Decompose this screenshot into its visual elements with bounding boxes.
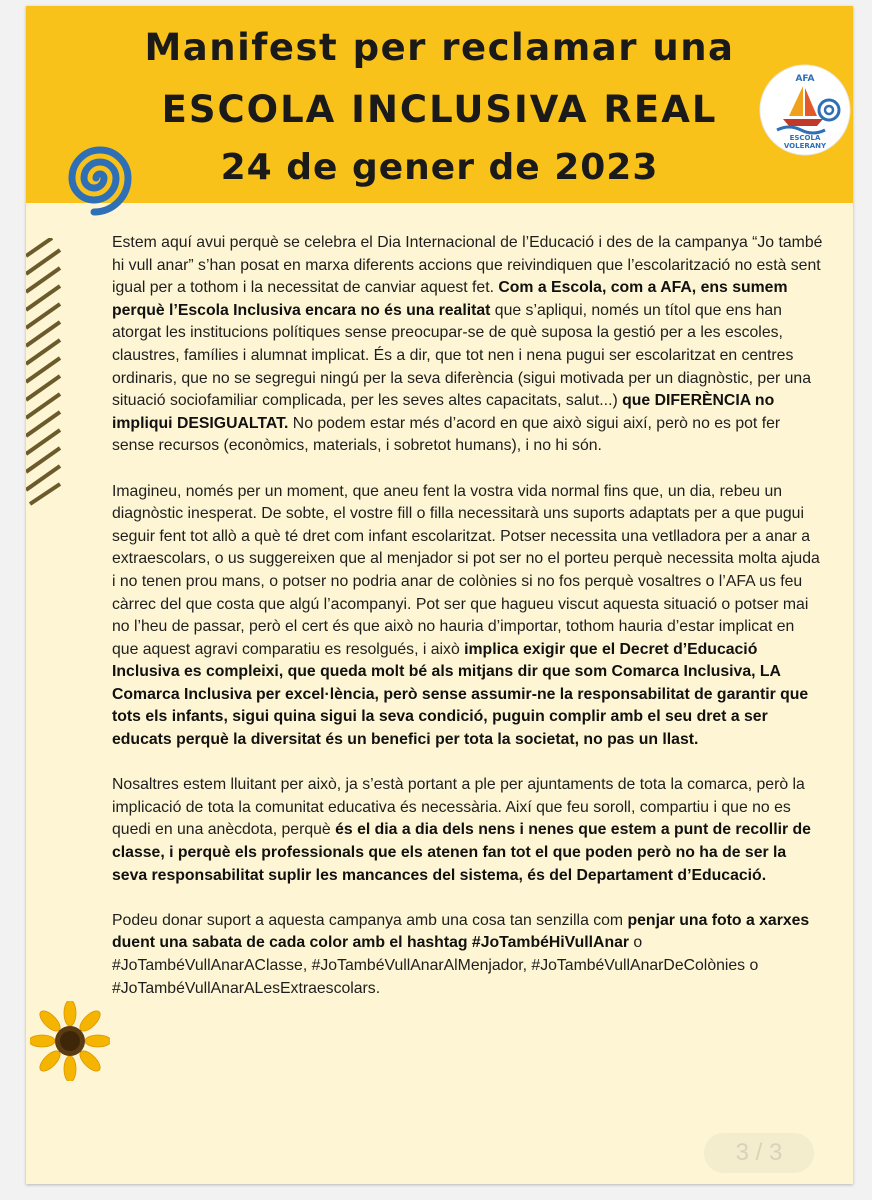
bold-text-run: és el dia a dia dels nens i nenes que estem a punt de recollir de classe, i perquè els professionals que els atenen fan tot el que poden però no ha de ser la seva responsabilitat suplir les mancances del sistema, és del Departament d’Educació.: [112, 821, 811, 884]
text-run: Podeu donar suport a aquesta campanya amb una cosa tan senzilla com: [112, 911, 628, 929]
title-line-3: 24 de gener de 2023: [220, 147, 659, 188]
logo-top-text: AFA: [795, 74, 815, 84]
logo-bottom-line2: VOLERANY: [783, 142, 827, 150]
paragraph: [112, 910, 824, 1000]
bold-text-run: que DIFERÈNCIA no impliqui DESIGUALTAT.: [112, 392, 775, 432]
text-run: Imagineu, només per un moment, que aneu fent la vostra vida normal fins que, un dia, rebeu un diagnòstic inesperat. De sobte, el vostre fill o filla necessitarà uns suports adaptats per a que pugui seguir fent tot allò a què té dret com infant escolaritzat. Potser necessita una vetlladora per a anar a extraescolars, o us suggereixen que al menjador si pot ser no el porteu perquè necessita molta ajuda i no tenen prou mans, o potser no podria anar de colònies si no fos perquè vosaltres o l’AFA us feu càrrec del que costa que algú l’acompanyi. Pot ser que hagueu viscut aquesta situació o potser mai no l’heu de passar, però el cert és que això no hauria d’importar, tothom hauria d’estar implicat en que aquest agravi comparatiu es resolgués, i això: [112, 482, 820, 658]
afa-logo: [759, 64, 851, 156]
title-line-1: Manifest per reclamar una: [144, 26, 735, 69]
text-run: Nosaltres estem lluitant per això, ja s’està portant a ple per ajuntaments de tota la comarca, però la implicació de tota la comunitat educativa és necessària. Així que feu soroll, compartiu i que no es quedi en una anècdota, perquè: [112, 776, 805, 839]
sunflower-icon: [30, 1001, 110, 1081]
title-line-2: ESCOLA INCLUSIVA REAL: [161, 88, 718, 131]
logo-bottom-line1: ESCOLA: [789, 134, 821, 142]
paragraph: [112, 232, 824, 458]
bold-text-run: Com a Escola, com a AFA, ens sumem perquè l’Escola Inclusiva encara no és una realitat: [112, 279, 788, 319]
page-indicator: 3 / 3: [704, 1133, 814, 1173]
bold-text-run: implica exigir que el Decret d’Educació Inclusiva es compleixi, que queda molt bé als mitjans dir que som Comarca Inclusiva, LA Comarca Inclusiva per excel·lència, però sense assumir-ne la responsabilitat de garantir que tots els infants, sigui quina sigui la seva condició, puguin complir amb el seu dret a ser educats perquè la diversitat és un benefici per tota la societat, no pas un llast.: [112, 640, 809, 749]
text-run: Estem aquí avui perquè se celebra el Dia Internacional de l’Educació i des de la campanya “Jo també hi vull anar” s’han posat en marxa diferents accions que reivindiquen que l’escolarització no està sent igual per a tothom i la necessitat de canviar aquest fet.: [112, 234, 823, 297]
bold-text-run: penjar una foto a xarxes duent una sabata de cada color amb el hashtag #JoTambéHiVullAnar: [112, 911, 810, 952]
text-run: No podem estar més d’acord en que això sigui així, però no es pot fer sense recursos (econòmics, materials, i sobretot humans), i no hi són.: [112, 414, 781, 455]
paragraph: [112, 481, 824, 752]
spiral-decoration-icon: [54, 132, 142, 224]
text-run: que s’apliqui, només un títol que ens han atorgat les institucions polítiques sense preocupar-se de què suposa la gestió per a les escoles, claustres, famílies i alumnat implicat. És a dir, que tot nen i nena pugui ser escolaritzat en centres ordinaris, que no se segregui ningú per la seva diferència (sigui motivada per un diagnòstic, per una situació sociofamiliar complicada, per les seves altes capacitats, salut...): [112, 301, 811, 410]
diagonal-stripes-decoration: [26, 238, 62, 508]
paragraph: [112, 774, 824, 887]
text-run: o #JoTambéVullAnarAClasse, #JoTambéVullAnarAlMenjador, #JoTambéVullAnarDeColònies o #JoTambéVullAnarALesExtraescolars.: [112, 934, 759, 997]
manifesto-body: [112, 232, 824, 1023]
header-banner: [26, 6, 853, 203]
document-page: [26, 6, 853, 1184]
